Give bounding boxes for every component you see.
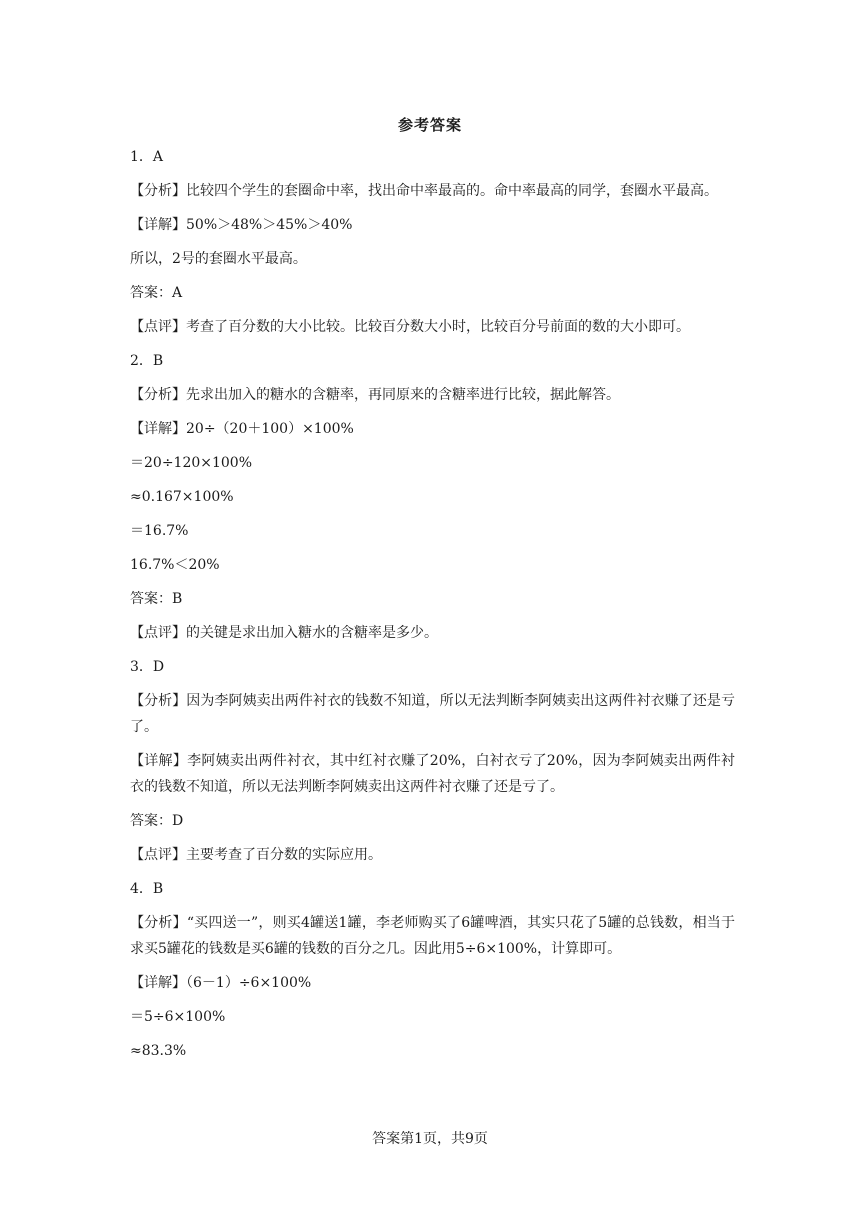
answer-paragraph: 答案：D	[130, 813, 184, 829]
page-footer: 答案第1页，共9页	[372, 1131, 488, 1147]
answer-paragraph: ≈83.3%	[130, 1043, 187, 1059]
answer-paragraph: ＝16.7%	[130, 523, 189, 539]
answer-paragraph: 【点评】主要考查了百分数的实际应用。	[130, 847, 382, 863]
answer-body	[130, 144, 735, 1072]
answer-paragraph: ＝20÷120×100%	[130, 455, 253, 471]
answer-paragraph: 4．B	[130, 881, 164, 897]
answer-paragraph: 【点评】考查了百分数的大小比较。比较百分数大小时，比较百分号前面的数的大小即可。	[130, 319, 690, 335]
answer-paragraph: 【分析】先求出加入的糖水的含糖率，再同原来的含糖率进行比较，据此解答。	[130, 387, 620, 403]
answer-paragraph: 【详解】50%＞48%＞45%＞40%	[130, 217, 353, 233]
answer-paragraph: 3．D	[130, 659, 165, 675]
answer-paragraph: 【详解】20÷（20＋100）×100%	[130, 421, 354, 437]
answer-paragraph: 答案：A	[130, 285, 183, 301]
answer-paragraph: 【分析】比较四个学生的套圈命中率，找出命中率最高的。命中率最高的同学，套圈水平最高。	[130, 183, 718, 199]
answer-paragraph: 所以，2号的套圈水平最高。	[130, 251, 307, 267]
answer-paragraph: 【详解】（6－1）÷6×100%	[130, 975, 312, 991]
answer-paragraph: 16.7%＜20%	[130, 557, 220, 573]
answer-paragraph: 【分析】因为李阿姨卖出两件衬衣的钱数不知道，所以无法判断李阿姨卖出这两件衬衣赚了还是亏了。	[130, 693, 735, 735]
answer-paragraph: 【详解】李阿姨卖出两件衬衣，其中红衬衣赚了20%，白衬衣亏了20%，因为李阿姨卖出两件衬衣的钱数不知道，所以无法判断李阿姨卖出这两件衬衣赚了还是亏了。	[130, 753, 735, 795]
answer-paragraph: 答案：B	[130, 591, 183, 607]
page-title: 参考答案	[397, 116, 462, 134]
answer-paragraph: ＝5÷6×100%	[130, 1009, 226, 1025]
answer-paragraph: 1．A	[130, 149, 164, 165]
answer-paragraph: 【点评】的关键是求出加入糖水的含糖率是多少。	[130, 625, 438, 641]
answer-paragraph: 【分析】“买四送一”，则买4罐送1罐，李老师购买了6罐啤酒，其实只花了5罐的总钱数，相当于求买5罐花的钱数是买6罐的钱数的百分之几。因此用5÷6×100%，计算即可。	[130, 915, 735, 957]
answer-paragraph: ≈0.167×100%	[130, 489, 234, 505]
answer-paragraph: 2．B	[130, 353, 164, 369]
